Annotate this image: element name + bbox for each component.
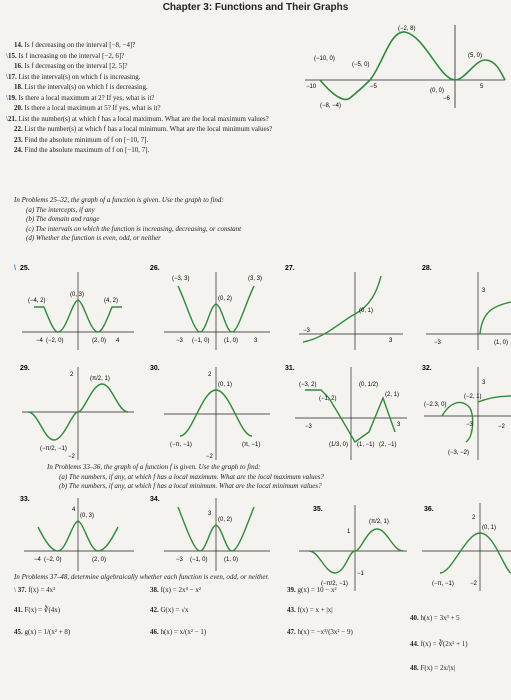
graph-31-label-8: −3	[305, 424, 312, 430]
graph-29-label-0: (π/2, 1)	[90, 376, 110, 382]
graph-25-label-0: (−4, 2)	[28, 298, 46, 304]
instr-25-lead: In Problems 25–32, the graph of a function is given. Use the graph to find:	[14, 196, 224, 204]
graph-31-label-0: (−3, 2)	[299, 382, 317, 388]
problem-list-14-24	[6, 40, 344, 156]
graph-34	[150, 493, 275, 573]
graph-26-label-0: (−3, 3)	[172, 276, 190, 282]
equation-38: 38. f(x) = 2x⁴ − x²	[150, 586, 201, 594]
graph-32-label-3: 3	[482, 380, 486, 386]
graph-31-label-3: (2, 1)	[385, 392, 400, 398]
graph-27-number: 27.	[285, 265, 295, 272]
graph-26-label-2: (0, 2)	[218, 296, 233, 302]
graph-33	[14, 493, 139, 573]
graph-33-label-0: (0, 3)	[80, 513, 95, 519]
problem-17: \17. List the interval(s) on which f is increasing.	[6, 72, 141, 81]
graph-31-label-4: (1/3, 0)	[329, 442, 349, 448]
graph-32-label-4: −3	[466, 422, 473, 428]
graph-30-label-2: (π, −1)	[242, 442, 261, 448]
equation-44: 44. f(x) = ∛(2x² + 1)	[410, 640, 468, 648]
graph-25-label-5: −4	[36, 338, 43, 344]
equation-37: \ 37. f(x) = 4x³	[14, 586, 56, 594]
graph-29	[14, 362, 139, 462]
instructions-25-32	[14, 196, 241, 244]
graph-33-label-3: 4	[72, 507, 76, 513]
graph-36-number: 36.	[424, 506, 434, 513]
equation-41: 41. F(x) = ∛(4x)	[14, 606, 61, 614]
graph-28-label-2: (1, 0)	[494, 340, 509, 346]
graph-31-label-6: (2, −1)	[379, 442, 397, 448]
instr-25-d: (d) Whether the function is even, odd, or neither	[26, 234, 161, 243]
graph-33-label-4: −4	[34, 557, 41, 563]
graph-34-label-4: −3	[176, 557, 183, 563]
graph-32-number: 32.	[422, 365, 432, 372]
instr-25-a: (a) The intercepts, if any	[26, 205, 95, 214]
graph-36-label-3: −2	[470, 581, 477, 587]
graph-31-number: 31.	[285, 365, 295, 372]
graph-36-label-1: (−π, −1)	[432, 581, 454, 587]
equation-45: 45. g(x) = 1/(x² + 8)	[14, 628, 71, 636]
graph-35-label-3: −1	[357, 571, 364, 577]
graph-30-label-1: (−π, −1)	[170, 442, 192, 448]
graph-36	[418, 493, 511, 593]
graph-35	[285, 493, 410, 593]
graph-26-label-1: (3, 3)	[248, 276, 263, 282]
instr-33-b: (b) The numbers, if any, at which f has a local minimum. What are the local minimum values?	[59, 482, 322, 491]
graph-32-label-0: (−2.3, 0)	[424, 402, 447, 408]
graph-33-label-2: (2, 0)	[92, 557, 107, 563]
equation-40: 40. h(x) = 3x³ + 5	[410, 614, 460, 622]
graph-26-label-4: (1, 0)	[224, 338, 239, 344]
graph-28-number: 28.	[422, 265, 432, 272]
graph-27-label-0: (0, 1)	[359, 308, 374, 314]
graph-25-label-1: (0, 3)	[70, 292, 85, 298]
graph-31-label-5: (1, −1)	[357, 442, 375, 448]
main-label-4: (0, 0)	[430, 88, 445, 94]
graph-31-label-1: (−1, 2)	[319, 396, 337, 402]
graph-34-label-2: (1, 0)	[224, 557, 239, 563]
equation-39: 39. g(x) = 10 − x²	[287, 586, 337, 594]
graph-36-label-0: (0, 1)	[482, 525, 497, 531]
graph-35-label-0: (π/2, 1)	[369, 519, 389, 525]
main-label-7: −5	[370, 84, 377, 90]
problem-20: 20. Is there a local maximum at 5? If yes, what is it?	[14, 104, 161, 112]
graph-27-label-2: −3	[303, 328, 310, 334]
graph-30-label-4: −2	[206, 454, 213, 460]
problem-21: \21. List the number(s) at which f has a local maximum. What are the local maximum values?	[6, 114, 269, 123]
graph-26-label-3: (−1, 0)	[192, 338, 210, 344]
graph-25-label-2: (4, 2)	[104, 298, 119, 304]
graph-34-number: 34.	[150, 496, 160, 503]
graph-35-number: 35.	[313, 506, 323, 513]
graph-30-label-0: (0, 1)	[218, 382, 233, 388]
problem-14: 14. Is f decreasing on the interval [−8, −4]?	[14, 41, 136, 49]
problem-24: 24. Find the absolute maximum of f on [−10, 7].	[14, 146, 150, 154]
graph-25-label-3: (−2, 0)	[46, 338, 64, 344]
graph-33-number: 33.	[20, 496, 30, 503]
main-label-1: (−10, 0)	[314, 56, 335, 62]
equation-43: 43. f(x) = x + |x|	[287, 606, 333, 614]
graph-25	[14, 262, 139, 352]
graph-28-label-1: −3	[434, 340, 441, 346]
problem-18: 18. List the interval(s) on which f is decreasing.	[14, 83, 148, 91]
problem-16: 16. Is f decreasing on the interval [2, 5]?	[14, 62, 128, 70]
graph-35-label-1: (−π/2, −1)	[321, 581, 348, 587]
graph-28	[418, 262, 511, 352]
graph-25-number: 25.	[20, 265, 30, 272]
problem-22: 22. List the number(s) at which f has a local minimum. What are the local minimum values?	[14, 125, 273, 133]
graph-33-label-1: (−2, 0)	[44, 557, 62, 563]
graph-30	[150, 362, 275, 462]
graph-35-label-2: 1	[347, 529, 351, 535]
graph-26-label-5: −3	[176, 338, 183, 344]
main-label-0: (−2, 8)	[398, 26, 416, 32]
graph-27-label-1: 3	[389, 338, 393, 344]
equation-47: 47. h(x) = −x³/(3x² − 9)	[287, 628, 353, 636]
graph-27	[285, 262, 410, 352]
graph-32-label-1: (−2, 1)	[464, 394, 482, 400]
main-label-2: (−5, 0)	[352, 62, 370, 68]
main-label-6: −10	[306, 84, 317, 90]
equation-48: 48. F(x) = 2x/|x|	[410, 664, 456, 672]
graph-32	[418, 362, 511, 462]
instructions-33-36	[47, 463, 324, 492]
graph-36-label-2: 2	[472, 515, 476, 521]
main-label-5: (5, 0)	[468, 53, 483, 59]
main-label-9: −6	[443, 96, 450, 102]
graph-31-label-7: 3	[397, 422, 401, 428]
equation-42: 42. G(x) = √x	[150, 606, 189, 614]
instr-25-b: (b) The domain and range	[26, 215, 100, 224]
instr-25-c: (c) The intervals on which the function is increasing, decreasing, or constant	[26, 224, 242, 233]
graph-34-label-1: (−1, 0)	[190, 557, 208, 563]
instr-33-a: (a) The numbers, if any, at which f has a local maximum. What are the local maximum values?	[59, 472, 324, 481]
graph-29-number: 29.	[20, 365, 30, 372]
graph-34-label-0: (0, 2)	[218, 517, 233, 523]
graph-30-number: 30.	[150, 365, 160, 372]
graph-32-label-5: −2	[498, 424, 505, 430]
graph-29-label-3: −2	[68, 454, 75, 460]
main-label-8: 5	[480, 84, 484, 90]
problem-23: 23. Find the absolute minimum of f on [−10, 7].	[14, 135, 149, 144]
svg-text:\: \	[14, 265, 16, 272]
graph-29-label-2: 2	[70, 372, 74, 378]
graph-29-label-1: (−π/2, −1)	[40, 446, 67, 452]
graph-30-label-3: 2	[208, 372, 212, 378]
instr-33-lead: In Problems 33–36, the graph of a function f is given. Use the graph to find:	[47, 463, 261, 471]
problem-19: \19. Is there a local maximum at 2? If yes, what is it?	[6, 93, 155, 102]
instructions-37-48: In Problems 37–48, determine algebraically whether each function is even, odd, or neither.	[14, 573, 270, 581]
graph-32-label-2: (−3, −2)	[448, 450, 470, 456]
graph-26	[150, 262, 275, 352]
graph-26-label-6: 3	[254, 338, 258, 344]
problem-15: \15. Is f increasing on the interval [−2, 6]?	[6, 51, 125, 60]
page-title: Chapter 3: Functions and Their Graphs	[162, 2, 349, 13]
graph-25-label-6: 4	[116, 338, 120, 344]
main-label-3: (−8, −4)	[320, 103, 342, 109]
graph-25-label-4: (2, 0)	[92, 338, 107, 344]
equation-46: 46. h(x) = x/(x² − 1)	[150, 628, 207, 636]
graph-26-number: 26.	[150, 265, 160, 272]
graph-31	[285, 362, 410, 462]
graph-34-label-3: 3	[208, 511, 212, 517]
graph-28-label-0: 3	[482, 288, 486, 294]
graph-31-label-2: (0, 1/2)	[359, 382, 379, 388]
